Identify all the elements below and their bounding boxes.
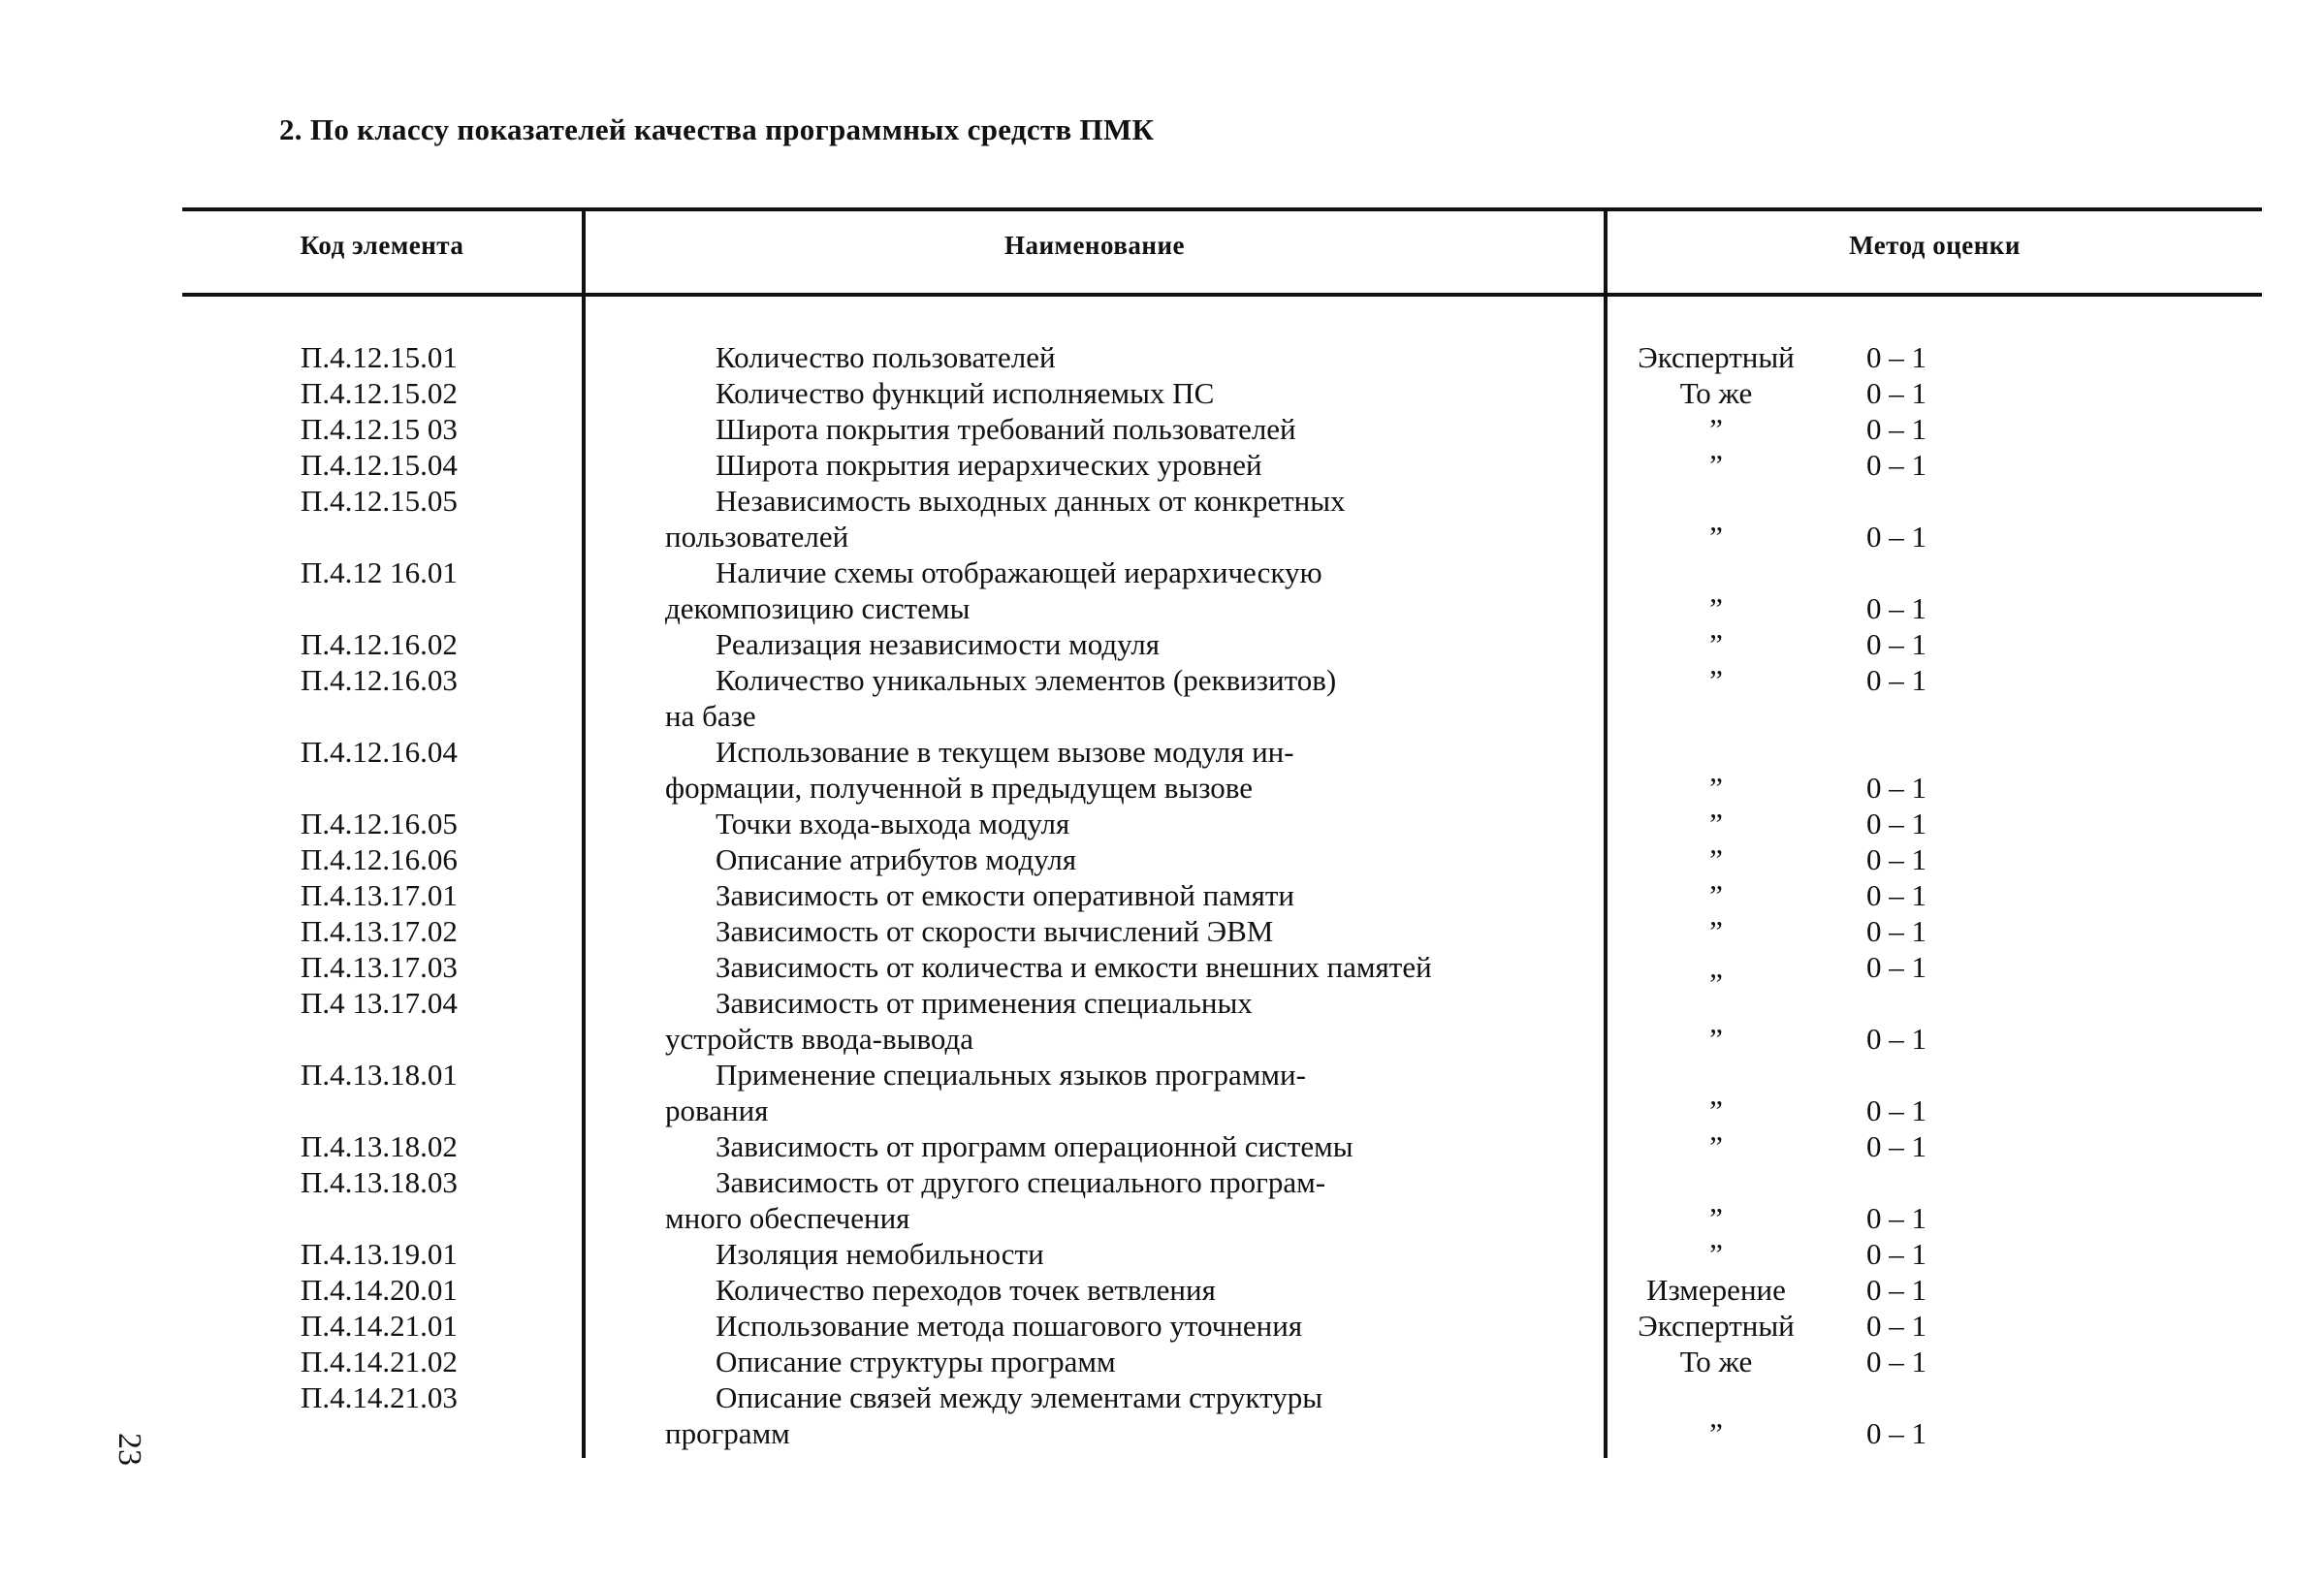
element-name-line: устройств ввода-вывода: [665, 1022, 974, 1056]
table-row: [0, 877, 2324, 913]
table-row: [0, 913, 2324, 949]
element-name: [665, 913, 1596, 949]
element-name-line: декомпозицию системы: [665, 591, 971, 625]
table-row: [0, 554, 2324, 626]
evaluation-method: ”: [1709, 914, 1723, 948]
element-code: П.4 13.17.04: [301, 986, 458, 1020]
evaluation-method: ”: [1709, 1129, 1723, 1163]
table-row: [0, 447, 2324, 483]
element-code: П.4.14.20.01: [301, 1273, 458, 1307]
table-top-rule: [182, 207, 2262, 211]
table-row: [0, 734, 2324, 806]
score-range: 0 – 1: [1866, 520, 1926, 554]
element-code: П.4.12.16.05: [301, 807, 458, 840]
table-row: [0, 1236, 2324, 1272]
element-name-line: программ: [665, 1416, 790, 1450]
element-name-line: пользователей: [665, 520, 849, 554]
element-name-line: Широта покрытия требований пользователей: [716, 412, 1296, 446]
score-range: 0 – 1: [1866, 914, 1926, 948]
score-range: 0 – 1: [1866, 663, 1926, 697]
evaluation-method: ”: [1709, 1093, 1723, 1127]
evaluation-method: ”: [1709, 1237, 1723, 1271]
evaluation-method: ”: [1709, 1416, 1723, 1450]
score-range: 0 – 1: [1866, 591, 1926, 625]
element-name: [665, 1236, 1596, 1272]
element-name: [665, 841, 1596, 877]
element-code: П.4.13.18.03: [301, 1165, 458, 1199]
evaluation-method: То же: [1679, 376, 1753, 410]
element-name: [665, 985, 1596, 1057]
score-range: 0 – 1: [1866, 1237, 1926, 1271]
evaluation-method: Экспертный: [1638, 340, 1795, 374]
element-code: П.4.14.21.02: [301, 1345, 458, 1378]
element-name-line: Количество уникальных элементов (реквизитов): [716, 663, 1337, 697]
evaluation-method: ”: [1709, 663, 1723, 697]
table-row: [0, 806, 2324, 841]
score-range: 0 – 1: [1866, 771, 1926, 805]
element-code: П.4.12.16.06: [301, 842, 458, 876]
table-row: [0, 483, 2324, 554]
element-name: [665, 662, 1596, 734]
score-range: 0 – 1: [1866, 1129, 1926, 1163]
element-name: [665, 554, 1596, 626]
evaluation-method: ”: [1709, 627, 1723, 661]
element-name-line: Зависимость от применения специальных: [716, 986, 1253, 1020]
evaluation-method: ”: [1709, 412, 1723, 446]
element-name: [665, 806, 1596, 841]
element-name-line: Описание атрибутов модуля: [716, 842, 1077, 876]
element-code: П.4.14.21.01: [301, 1309, 458, 1343]
column-header-name: Наименование: [1004, 231, 1185, 260]
element-name-line: Использование метода пошагового уточнения: [716, 1309, 1303, 1343]
element-code: П.4.12.16.02: [301, 627, 458, 661]
element-code: П.4.12 16.01: [301, 555, 458, 589]
score-range: 0 – 1: [1866, 412, 1926, 446]
evaluation-method: То же: [1679, 1345, 1753, 1378]
element-code: П.4.13.17.03: [301, 950, 458, 984]
element-name-line: формации, полученной в предыдущем вызове: [665, 771, 1254, 805]
element-name: [665, 375, 1596, 411]
evaluation-method: „: [1709, 950, 1723, 984]
score-range: 0 – 1: [1866, 1201, 1926, 1235]
element-name-line: Наличие схемы отображающей иерархическую: [716, 555, 1322, 589]
element-code: П.4.13.19.01: [301, 1237, 458, 1271]
table-header-rule: [182, 293, 2262, 297]
element-name: [665, 447, 1596, 483]
element-name: [665, 411, 1596, 447]
element-name-line: Количество функций исполняемых ПС: [716, 376, 1215, 410]
score-range: 0 – 1: [1866, 340, 1926, 374]
element-code: П.4.12.15.04: [301, 448, 458, 482]
score-range: 0 – 1: [1866, 448, 1926, 482]
score-range: 0 – 1: [1866, 1309, 1926, 1343]
table-row: [0, 949, 2324, 985]
element-name: [665, 1308, 1596, 1344]
element-name-line: Точки входа-выхода модуля: [716, 807, 1070, 840]
table-row: [0, 339, 2324, 375]
evaluation-method: ”: [1709, 591, 1723, 625]
evaluation-method: ”: [1709, 842, 1723, 876]
table-row: [0, 1128, 2324, 1164]
element-name-line: рования: [665, 1093, 769, 1127]
evaluation-method: ”: [1709, 1022, 1723, 1056]
score-range: 0 – 1: [1866, 1022, 1926, 1056]
table-row: [0, 1344, 2324, 1379]
element-name: [665, 734, 1596, 806]
evaluation-method: Измерение: [1646, 1273, 1786, 1307]
element-code: П.4.13.18.02: [301, 1129, 458, 1163]
element-name: [665, 1128, 1596, 1164]
page-number: 23: [111, 1433, 147, 1466]
table-row: [0, 985, 2324, 1057]
element-name-line: Зависимость от программ операционной системы: [716, 1129, 1353, 1163]
table-row: [0, 411, 2324, 447]
element-name-line: Независимость выходных данных от конкретных: [716, 484, 1346, 518]
element-name-line: Реализация независимости модуля: [716, 627, 1160, 661]
element-name-line: Зависимость от скорости вычислений ЭВМ: [716, 914, 1274, 948]
table-row: [0, 662, 2324, 734]
element-name-line: Зависимость от емкости оперативной памяти: [716, 878, 1294, 912]
element-name-line: Количество пользователей: [716, 340, 1056, 374]
element-name: [665, 949, 1596, 985]
evaluation-method: ”: [1709, 448, 1723, 482]
element-name-line: Использование в текущем вызове модуля ин-: [716, 735, 1294, 769]
element-name: [665, 1344, 1596, 1379]
element-name-line: много обеспечения: [665, 1201, 910, 1235]
element-code: П.4.12.15 03: [301, 412, 458, 446]
score-range: 0 – 1: [1866, 878, 1926, 912]
element-name: [665, 877, 1596, 913]
element-code: П.4.12.15.01: [301, 340, 458, 374]
score-range: 0 – 1: [1866, 1345, 1926, 1378]
evaluation-method: ”: [1709, 771, 1723, 805]
table-row: [0, 1057, 2324, 1128]
score-range: 0 – 1: [1866, 807, 1926, 840]
table-row: [0, 375, 2324, 411]
evaluation-method: ”: [1709, 520, 1723, 554]
score-range: 0 – 1: [1866, 1416, 1926, 1450]
section-heading: 2. По классу показателей качества программных средств ПМК: [279, 112, 1155, 146]
element-code: П.4.13.17.01: [301, 878, 458, 912]
element-name-line: Количество переходов точек ветвления: [716, 1273, 1216, 1307]
element-name: [665, 1164, 1596, 1236]
evaluation-method: ”: [1709, 878, 1723, 912]
element-name-line: Применение специальных языков программи-: [716, 1058, 1306, 1092]
table-row: [0, 1308, 2324, 1344]
table-row: [0, 1272, 2324, 1308]
element-name: [665, 626, 1596, 662]
element-name-line: Широта покрытия иерархических уровней: [716, 448, 1262, 482]
element-code: П.4.12.16.03: [301, 663, 458, 697]
score-range: 0 – 1: [1866, 1273, 1926, 1307]
table-row: [0, 1164, 2324, 1236]
element-code: П.4.12.15.02: [301, 376, 458, 410]
element-code: П.4.12.16.04: [301, 735, 458, 769]
element-name-line: Описание структуры программ: [716, 1345, 1116, 1378]
element-name: [665, 1057, 1596, 1128]
score-range: 0 – 1: [1866, 1093, 1926, 1127]
evaluation-method: ”: [1709, 807, 1723, 840]
element-code: П.4.14.21.03: [301, 1380, 458, 1414]
table-row: [0, 626, 2324, 662]
element-name-line: на базе: [665, 699, 756, 733]
element-code: П.4.13.18.01: [301, 1058, 458, 1092]
element-name-line: Описание связей между элементами структуры: [716, 1380, 1323, 1414]
table-row: [0, 841, 2324, 877]
score-range: 0 – 1: [1866, 842, 1926, 876]
column-header-method: Метод оценки: [1849, 231, 2021, 260]
element-name: [665, 483, 1596, 554]
element-name-line: Изоляция немобильности: [716, 1237, 1044, 1271]
element-name-line: Зависимость от количества и емкости внешних памятей: [716, 950, 1432, 984]
table-row: [0, 1379, 2324, 1451]
evaluation-method: Экспертный: [1638, 1309, 1795, 1343]
element-name: [665, 339, 1596, 375]
score-range: 0 – 1: [1866, 627, 1926, 661]
table-body: [0, 339, 2324, 1451]
evaluation-method: ”: [1709, 1201, 1723, 1235]
element-code: П.4.13.17.02: [301, 914, 458, 948]
element-code: П.4.12.15.05: [301, 484, 458, 518]
score-range: 0 – 1: [1866, 376, 1926, 410]
column-header-code: Код элемента: [300, 231, 464, 260]
element-name-line: Зависимость от другого специального програм-: [716, 1165, 1326, 1199]
score-range: 0 – 1: [1866, 950, 1926, 984]
element-name: [665, 1379, 1596, 1451]
element-name: [665, 1272, 1596, 1308]
